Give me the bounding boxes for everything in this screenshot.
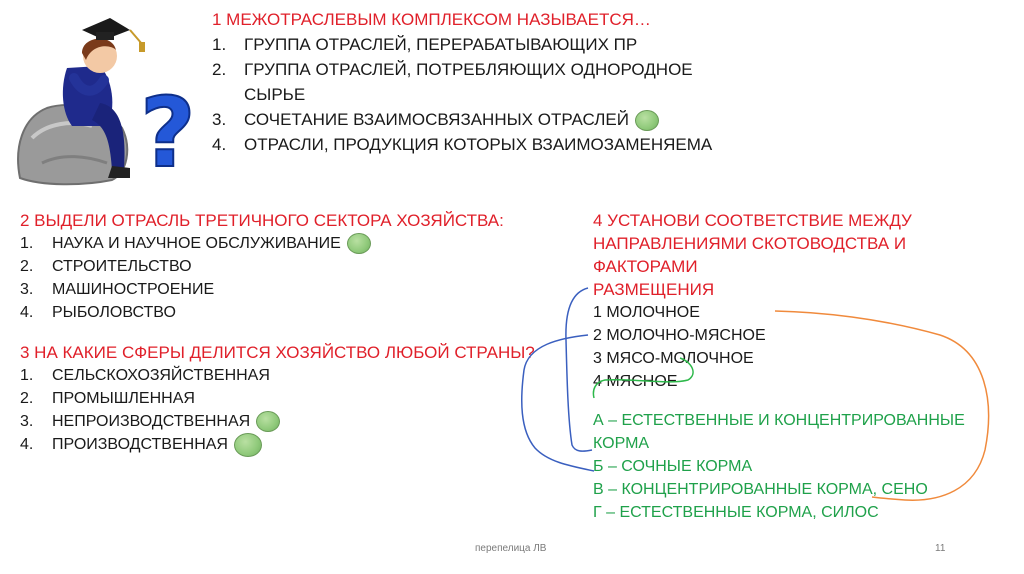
list-item: 4. ОТРАСЛИ, ПРОДУКЦИЯ КОТОРЫХ ВЗАИМОЗАМЕНЯЕМА bbox=[212, 135, 713, 154]
question-3-title: 3 НА КАКИЕ СФЕРЫ ДЕЛИТСЯ ХОЗЯЙСТВО ЛЮБОЙ СТРАНЫ? bbox=[20, 343, 535, 362]
factor-item: А – ЕСТЕСТВЕННЫЕ И КОНЦЕНТРИРОВАННЫЕ bbox=[593, 412, 965, 429]
connector-line-orange bbox=[775, 311, 989, 500]
list-item: 3. МАШИНОСТРОЕНИЕ bbox=[20, 281, 215, 298]
factor-item: Б – СОЧНЫЕ КОРМА bbox=[593, 458, 753, 475]
factor-item: В – КОНЦЕНТРИРОВАННЫЕ КОРМА, СЕНО bbox=[593, 481, 928, 498]
list-item: 2. ГРУППА ОТРАСЛЕЙ, ПОТРЕБЛЯЮЩИХ ОДНОРОДНОЕ СЫРЬЕ bbox=[212, 60, 693, 104]
list-item: 3. СОЧЕТАНИЕ ВЗАИМОСВЯЗАННЫХ ОТРАСЛЕЙ bbox=[212, 107, 772, 132]
list-item: 2. СТРОИТЕЛЬСТВО bbox=[20, 258, 192, 275]
question-2-title: 2 ВЫДЕЛИ ОТРАСЛЬ ТРЕТИЧНОГО СЕКТОРА ХОЗЯЙСТВА: bbox=[20, 211, 504, 230]
connector-line-blue bbox=[566, 288, 592, 451]
direction-item: 1 МОЛОЧНОЕ bbox=[593, 304, 700, 321]
connector-line-green bbox=[593, 358, 693, 398]
direction-item: 2 МОЛОЧНО-МЯСНОЕ bbox=[593, 327, 766, 344]
list-item: 1. СЕЛЬСКОХОЗЯЙСТВЕННАЯ bbox=[20, 367, 270, 384]
footer-author: перепелица ЛВ bbox=[475, 543, 547, 554]
list-item: 3. НЕПРОИЗВОДСТВЕННАЯ bbox=[20, 410, 540, 433]
factor-item: Г – ЕСТЕСТВЕННЫЕ КОРМА, СИЛОС bbox=[593, 504, 879, 521]
list-item: 1. НАУКА И НАУЧНОЕ ОБСЛУЖИВАНИЕ bbox=[20, 232, 540, 255]
list-item: 2. ПРОМЫШЛЕННАЯ bbox=[20, 390, 195, 407]
factor-item: КОРМА bbox=[593, 435, 650, 452]
list-item: 4. РЫБОЛОВСТВО bbox=[20, 304, 176, 321]
list-item: 1. ГРУППА ОТРАСЛЕЙ, ПЕРЕРАБАТЫВАЮЩИХ ПР bbox=[212, 35, 638, 54]
direction-item: 4 МЯСНОЕ bbox=[593, 373, 678, 390]
page-number: 11 bbox=[935, 543, 946, 554]
question-4-title-line: 4 УСТАНОВИ СООТВЕТСТВИЕ МЕЖДУ bbox=[593, 211, 912, 230]
list-item: 4. ПРОИЗВОДСТВЕННАЯ bbox=[20, 433, 540, 457]
question-4-title-line: РАЗМЕЩЕНИЯ bbox=[593, 280, 715, 299]
direction-item: 3 МЯСО-МОЛОЧНОЕ bbox=[593, 350, 754, 367]
question-4-title-line: НАПРАВЛЕНИЯМИ СКОТОВОДСТВА И ФАКТОРАМИ bbox=[593, 234, 907, 276]
question-mark-icon: ? bbox=[140, 77, 196, 188]
question-1-title: 1 МЕЖОТРАСЛЕВЫМ КОМПЛЕКСОМ НАЗЫВАЕТСЯ… bbox=[212, 10, 651, 29]
